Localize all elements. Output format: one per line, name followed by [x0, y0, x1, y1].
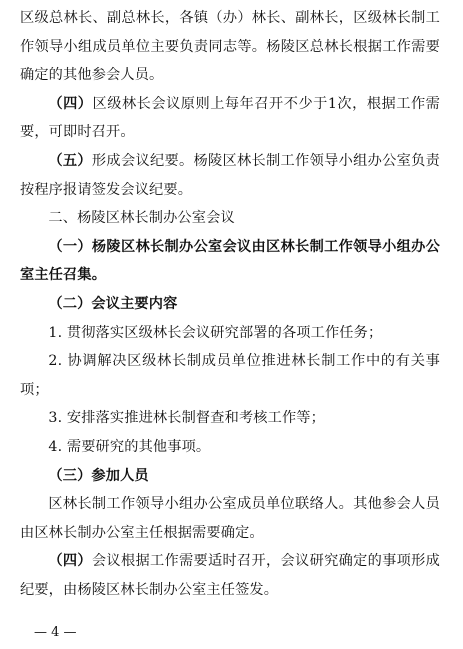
list-item: 2. 协调解决区级林长制成员单位推进林长制工作中的有关事项； — [20, 353, 440, 398]
paragraph-participants: 区级总林长、副总林长，各镇（办）林长、副林长，区级林长制工作领导小组成员单位主要负责同志等。杨陵区总林长根据工作需要确定的其他参会人员。 — [20, 10, 440, 84]
section-2-heading: 二、杨陵区林长制办公室会议 — [48, 210, 235, 227]
item-5-text: 形成会议纪要。杨陵区林长制工作领导小组办公室负责按程序报请签发会议纪要。 — [20, 152, 440, 198]
paragraph-item-5 — [20, 147, 440, 204]
list-item: 1. 贯彻落实区级林长会议研究部署的各项工作任务； — [48, 324, 383, 341]
document-body — [20, 4, 440, 604]
section-2-item-3-text: 区林长制工作领导小组办公室成员单位联络人。其他参会人员由区林长制办公室主任根据需要确定。 — [20, 496, 440, 541]
item-4-label: （四） — [48, 95, 93, 112]
section-2-item-4-text: 会议根据工作需要适时召开，会议研究确定的事项形成纪要，由杨陵区林长制办公室主任签发。 — [20, 553, 440, 598]
item-4-text: 区级林长会议原则上每年召开不少于1次，根据工作需要，可即时召开。 — [20, 95, 441, 141]
list-item: 4. 需要研究的其他事项。 — [48, 438, 211, 455]
paragraph-item-4 — [20, 90, 440, 147]
page-number: — 4 — — [34, 625, 77, 640]
section-2-item-4-label: （四） — [48, 553, 92, 570]
section-2-item-2-heading: （二）会议主要内容 — [48, 295, 178, 312]
section-2-item-1: （一）杨陵区林长制办公室会议由区林长制工作领导小组办公室主任召集。 — [20, 238, 440, 284]
item-5-label: （五） — [48, 152, 92, 169]
list-item: 3. 安排落实推进林长制督查和考核工作等； — [48, 410, 325, 427]
section-2-item-3-heading: （三）参加人员 — [48, 467, 149, 484]
paragraph-section-2-item-4 — [20, 547, 440, 604]
